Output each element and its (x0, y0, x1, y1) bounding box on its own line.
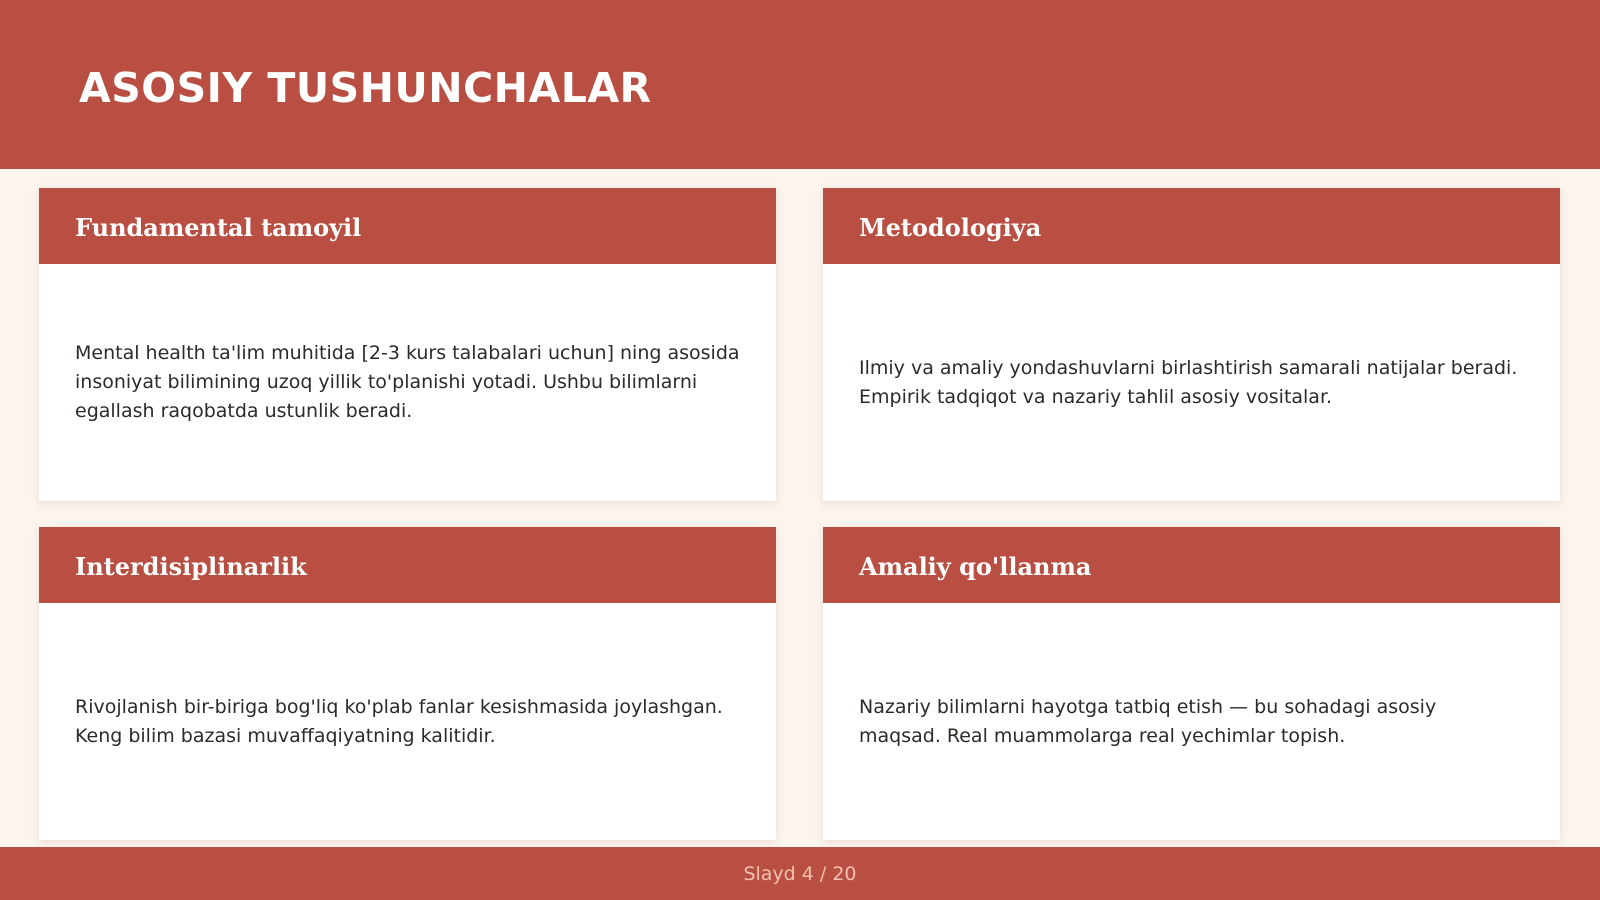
card-body (39, 264, 776, 501)
slide-title: ASOSIY TUSHUNCHALAR (79, 64, 652, 112)
card-title: Metodologiya (859, 213, 1042, 242)
card-title: Fundamental tamoyil (75, 213, 362, 242)
card-text: Nazariy bilimlarni hayotga tatbiq etish — bu sohadagi asosiy maqsad. Real muammolarga real yechimlar topish. (859, 695, 1437, 747)
card-methodology (823, 188, 1560, 501)
card-body (39, 603, 776, 840)
card-header (823, 527, 1560, 603)
card-text: Mental health ta'lim muhitida [2-3 kurs talabalari uchun] ning asosida insoniyat bilimining uzoq yillik to'planishi yotadi. Ushbu bilimlarni egallash raqobatda ustunlik beradi. (75, 342, 740, 422)
card-practical-application (823, 527, 1560, 840)
slide-counter: Slayd 4 / 20 (743, 862, 857, 885)
card-title: Interdisiplinarlik (75, 552, 307, 581)
card-body (823, 264, 1560, 501)
card-header (39, 188, 776, 264)
card-header (823, 188, 1560, 264)
card-title: Amaliy qo'llanma (859, 552, 1092, 581)
card-text: Ilmiy va amaliy yondashuvlarni birlashtirish samarali natijalar beradi. Empirik tadqiqot va nazariy tahlil asosiy vositalar. (859, 356, 1518, 408)
card-body (823, 603, 1560, 840)
card-header (39, 527, 776, 603)
card-fundamental-principle (39, 188, 776, 501)
slide-footer (0, 847, 1600, 900)
card-text: Rivojlanish bir-biriga bog'liq ko'plab fanlar kesishmasida joylashgan. Keng bilim bazasi muvaffaqiyatning kalitidir. (75, 695, 723, 747)
slide-header (0, 0, 1600, 169)
card-interdisciplinarity (39, 527, 776, 840)
